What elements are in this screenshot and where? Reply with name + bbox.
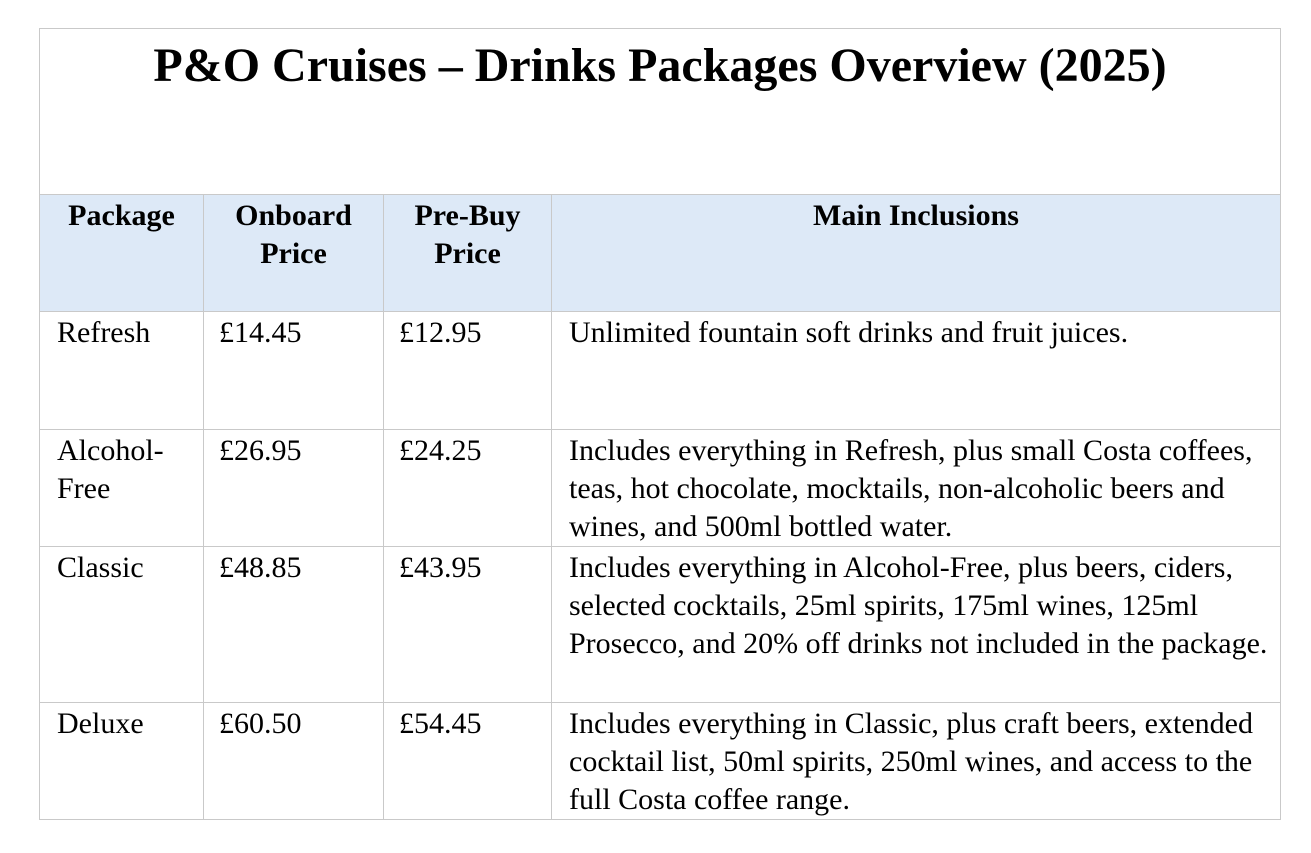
main-inclusions: Includes everything in Classic, plus craft beers, extended cocktail list, 50ml spirits, 250ml wines, and access to the full Costa coffee range.	[552, 703, 1281, 820]
header-prebuy-line2: Price	[434, 237, 501, 270]
prebuy-price: £24.25	[384, 430, 552, 547]
header-package-label: Package	[68, 199, 175, 232]
onboard-price: £14.45	[204, 312, 384, 430]
header-onboard-price	[204, 195, 384, 312]
table-row	[40, 703, 1281, 820]
package-name: Classic	[40, 547, 204, 703]
document-title: P&O Cruises – Drinks Packages Overview (2025)	[153, 39, 1167, 92]
header-prebuy-price	[384, 195, 552, 312]
prebuy-price: £12.95	[384, 312, 552, 430]
header-prebuy-line1: Pre-Buy	[414, 199, 521, 232]
package-name: Alcohol-Free	[40, 430, 204, 547]
main-inclusions: Includes everything in Alcohol-Free, plus beers, ciders, selected cocktails, 25ml spirits, 175ml wines, 125ml Prosecco, and 20% off drinks not included in the package.	[552, 547, 1281, 703]
header-inclusions-label: Main Inclusions	[813, 199, 1019, 232]
onboard-price: £26.95	[204, 430, 384, 547]
main-inclusions: Unlimited fountain soft drinks and fruit juices.	[552, 312, 1281, 430]
drinks-packages-table	[39, 28, 1281, 820]
package-name: Refresh	[40, 312, 204, 430]
header-onboard-line2: Price	[260, 237, 327, 270]
table-row	[40, 430, 1281, 547]
table-row	[40, 547, 1281, 703]
header-onboard-line1: Onboard	[235, 199, 352, 232]
header-row	[40, 195, 1281, 312]
prebuy-price: £54.45	[384, 703, 552, 820]
onboard-price: £48.85	[204, 547, 384, 703]
title-cell	[40, 29, 1281, 195]
header-package	[40, 195, 204, 312]
main-inclusions: Includes everything in Refresh, plus small Costa coffees, teas, hot chocolate, mocktails, non-alcoholic beers and wines, and 500ml bottled water.	[552, 430, 1281, 547]
onboard-price: £60.50	[204, 703, 384, 820]
prebuy-price: £43.95	[384, 547, 552, 703]
header-main-inclusions	[552, 195, 1281, 312]
table-row	[40, 312, 1281, 430]
package-name: Deluxe	[40, 703, 204, 820]
